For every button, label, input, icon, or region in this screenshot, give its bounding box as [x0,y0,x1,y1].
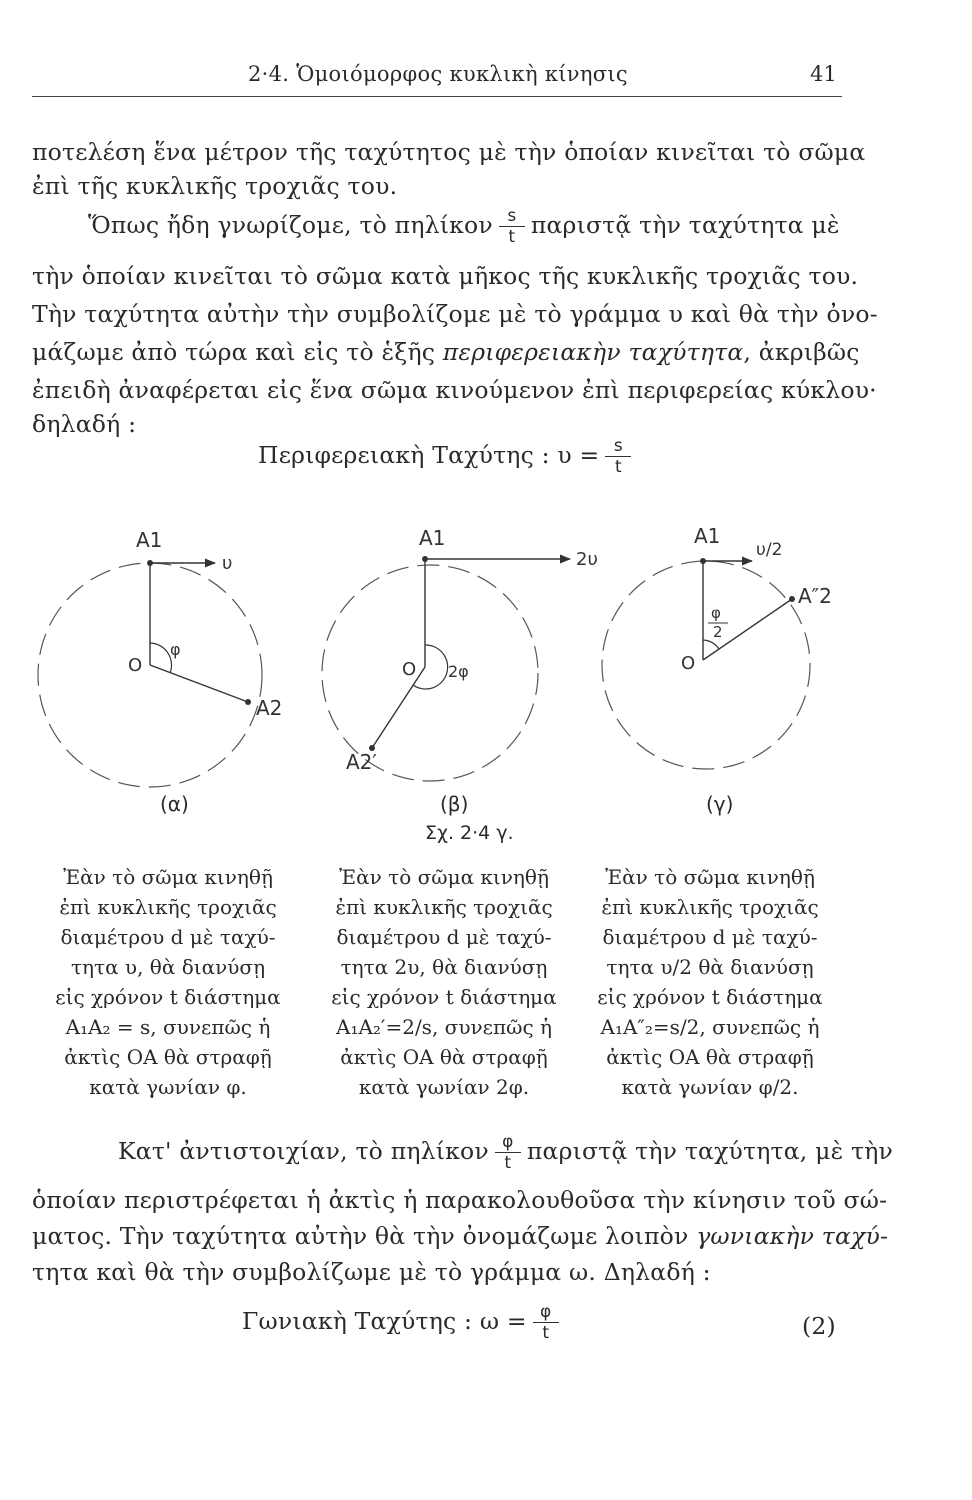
body-line-6 [32,338,860,366]
bottom-line-3 [32,1222,888,1250]
point-a1-c [700,558,706,564]
caption-a-line: διαμέτρου d μὲ ταχύ- [60,925,276,949]
diagram-b [322,526,598,781]
term-peripheral-speed: περιφερειακὴν ταχύτητα [442,338,744,366]
caption-b [324,862,564,1102]
equation-1-label: Περιφερειακὴ Ταχύτης : υ = [258,441,600,469]
bottom-line-1-pre: Κατ' ἀντιστοιχίαν, τὸ πηλίκον [118,1137,489,1165]
caption-c-line: διαμέτρου d μὲ ταχύ- [602,925,818,949]
figure-caption: Σχ. 2·4 γ. [425,822,514,844]
caption-b-line: ἐπὶ κυκλικῆς τροχιᾶς [335,895,553,919]
fraction-s-over-t [499,206,525,247]
eq2-num: φ [533,1302,559,1323]
caption-c-line: ἐπὶ κυκλικῆς τροχιᾶς [601,895,819,919]
label-a1-c: A1 [694,524,721,548]
label-a1-a: A1 [136,528,163,552]
label-angle-c-den: 2 [713,623,723,641]
frac-den: t [508,227,516,247]
angle-arc-b [413,645,448,689]
equation-2-label: Γωνιακὴ Ταχύτης : ω = [242,1307,527,1335]
label-vel-c: υ/2 [756,540,783,560]
running-title: 2·4. Ὁμοιόμορφος κυκλικὴ κίνησις [248,62,628,86]
caption-a-line: κατὰ γωνίαν φ. [89,1075,247,1099]
radius-oa2-b [372,667,425,748]
circle-b [322,565,538,781]
caption-c-line: Ἐὰν τὸ σῶμα κινηθῇ [605,865,815,889]
body-line-5: Τὴν ταχύτητα αὐτὴν τὴν συμβολίζομε μὲ τὸ γράμμα υ καὶ θὰ τὴν ὀνο- [32,300,878,328]
caption-b-line: A₁A₂′=2/s, συνεπῶς ἡ [336,1015,552,1039]
diagram-c [602,524,832,769]
bottom-line-2: ὁποίαν περιστρέφεται ἡ ἀκτὶς ἡ παρακολουθοῦσα τὴν κίνησιν τοῦ σώ- [32,1186,888,1214]
bottom-line-1-post: παριστᾷ τὴν ταχύτητα, μὲ τὴν [526,1137,894,1165]
sublabel-b: (β) [440,792,469,816]
label-o-b: O [402,659,417,680]
eq1-num: s [605,436,631,457]
caption-a-line: A₁A₂ = s, συνεπῶς ἡ [65,1015,271,1039]
angle-arc-c [703,640,719,649]
diagram-a [38,528,282,787]
label-angle-c-num: φ [711,604,721,622]
caption-b-line: Ἐὰν τὸ σῶμα κινηθῇ [339,865,549,889]
equation-1 [258,436,637,477]
figure-circular-motion [0,515,972,845]
circle-c [602,561,810,769]
caption-c-line: εἰς χρόνον t διάστημα [597,985,823,1009]
caption-c [590,862,830,1102]
frac-phi-den: t [504,1153,512,1173]
page-number: 41 [810,62,837,86]
eq1-den: t [615,457,622,477]
body-line-8: δηλαδή : [32,410,137,438]
label-vel-a: υ [222,553,233,574]
point-a2-a [245,699,251,705]
label-angle-b: 2φ [448,662,469,681]
equation-2-fraction [533,1302,559,1343]
equation-2-number: (2) [802,1312,836,1340]
body-line-3-pre: Ὅπως ἤδη γνωρίζομε, τὸ πηλίκον [88,211,493,239]
bottom-line-3-pre: ματος. Τὴν ταχύτητα αὐτὴν θὰ τὴν ὀνομάζωμε λοιπὸν [32,1222,689,1250]
caption-c-line: A₁A″₂=s/2, συνεπῶς ἡ [600,1015,820,1039]
eq2-den: t [542,1323,550,1343]
sublabel-c: (γ) [706,792,734,816]
caption-a-line: ἀκτὶς OA θὰ στραφῇ [64,1045,272,1069]
caption-a-line: ἐπὶ κυκλικῆς τροχιᾶς [59,895,277,919]
point-a1-a [147,560,153,566]
label-o-a: O [128,655,143,676]
label-a2-a: A2 [256,696,283,720]
term-angular-speed: γωνιακὴν ταχύ- [696,1222,889,1250]
label-a2-c: A″2 [798,584,832,608]
body-line-7: ἐπειδὴ ἀναφέρεται εἰς ἕνα σῶμα κινούμενον ἐπὶ περιφερείας κύκλου· [32,376,877,404]
radius-oa2-a [150,665,248,702]
caption-b-line: ἀκτὶς OA θὰ στραφῇ [340,1045,548,1069]
label-o-c: O [681,653,696,674]
body-line-3 [88,206,840,247]
bottom-line-1 [118,1132,893,1173]
bottom-line-4: τητα καὶ θὰ τὴν συμβολίζωμε μὲ τὸ γράμμα ω. Δηλαδή : [32,1258,711,1286]
label-vel-b: 2υ [576,549,598,570]
body-line-6-post: , ἀκριβῶς [743,338,860,366]
body-line-1: ποτελέση ἕνα μέτρον τῆς ταχύτητος μὲ τὴν ὁποίαν κινεῖται τὸ σῶμα [32,138,866,166]
point-a2-c [789,596,795,602]
caption-b-line: τητα 2υ, θὰ διανύσῃ [340,955,548,979]
body-line-3-post: παριστᾷ τὴν ταχύτητα μὲ [530,211,840,239]
caption-b-line: εἰς χρόνον t διάστημα [331,985,557,1009]
label-a1-b: A1 [419,526,446,550]
body-line-6-pre: μάζωμε ἀπὸ τώρα καὶ εἰς τὸ ἑξῆς [32,338,436,366]
caption-a [48,862,288,1102]
caption-a-line: Ἐὰν τὸ σῶμα κινηθῇ [63,865,273,889]
equation-1-fraction [605,436,631,477]
body-line-2: ἐπὶ τῆς κυκλικῆς τροχιᾶς του. [32,172,398,200]
caption-b-line: κατὰ γωνίαν 2φ. [358,1075,530,1099]
body-line-4: τὴν ὁποίαν κινεῖται τὸ σῶμα κατὰ μῆκος τῆς κυκλικῆς τροχιᾶς του. [32,262,859,290]
label-angle-a: φ [170,640,181,659]
header-rule [32,96,842,97]
sublabel-a: (α) [160,792,189,816]
caption-c-line: ἀκτὶς OA θὰ στραφῇ [606,1045,814,1069]
frac-phi-num: φ [495,1132,521,1153]
caption-c-line: τητα υ/2 θὰ διανύσῃ [606,955,814,979]
frac-num: s [499,206,525,227]
point-a1-b [422,556,428,562]
caption-a-line: εἰς χρόνον t διάστημα [55,985,281,1009]
caption-a-line: τητα υ, θὰ διανύσῃ [70,955,266,979]
caption-c-line: κατὰ γωνίαν φ/2. [621,1075,799,1099]
caption-b-line: διαμέτρου d μὲ ταχύ- [336,925,552,949]
label-a2-b: A2′ [346,750,377,774]
fraction-phi-over-t [495,1132,521,1173]
equation-2 [242,1302,565,1343]
